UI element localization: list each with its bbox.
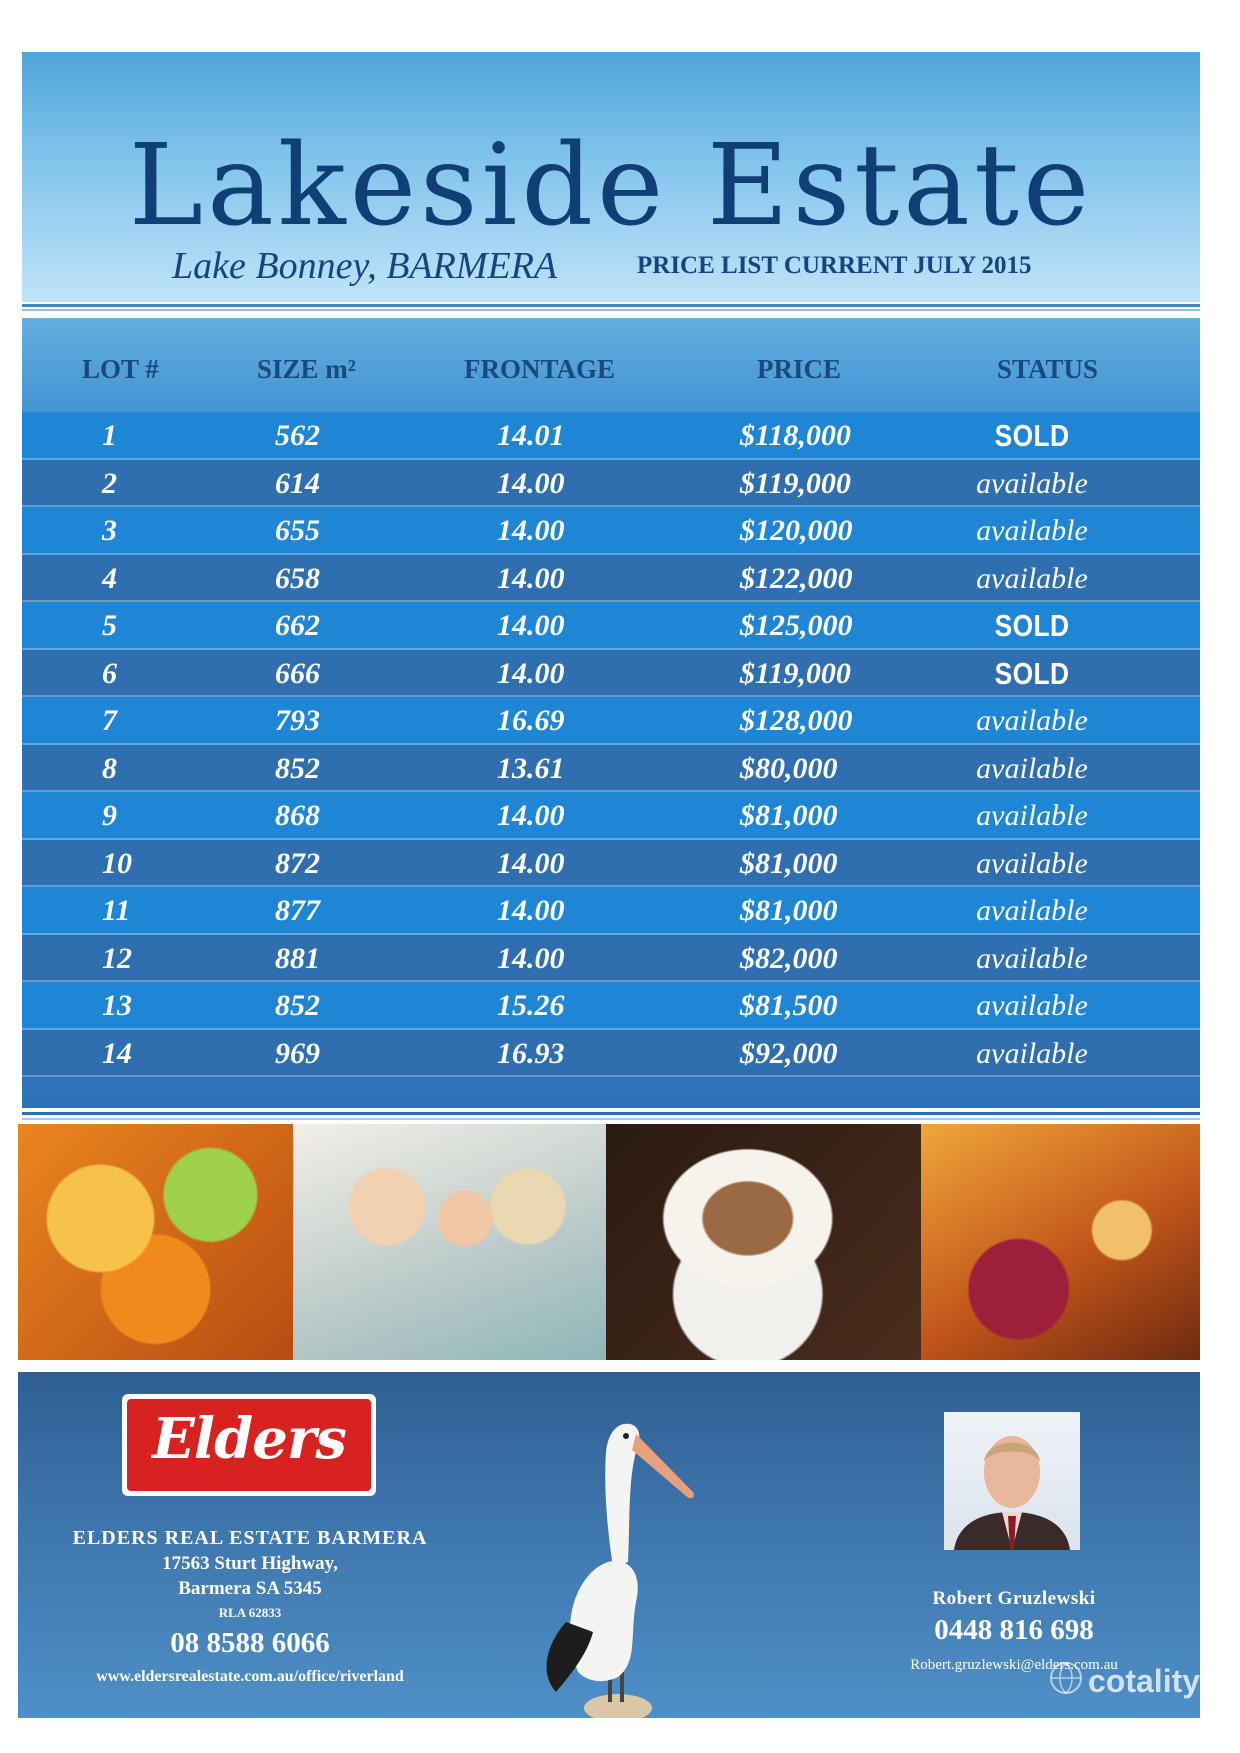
divider (22, 1118, 1200, 1120)
lot-status (942, 749, 1122, 789)
lot-frontage: 14.00 (497, 609, 565, 642)
lot-status (942, 891, 1122, 931)
lot-size: 614 (275, 466, 320, 500)
table-header (22, 354, 1200, 394)
lot-frontage: 14.01 (497, 419, 565, 452)
column-header-frontage: FRONTAGE (464, 354, 616, 384)
table-row (22, 697, 1200, 745)
divider (22, 304, 1200, 307)
table-row (22, 792, 1200, 840)
lot-frontage: 15.26 (497, 989, 565, 1022)
pelican-image (518, 1372, 718, 1718)
lot-frontage: 14.00 (497, 799, 565, 832)
price-table (22, 318, 1200, 1108)
table-row (22, 887, 1200, 935)
lot-status (942, 844, 1122, 884)
lot-number: 1 (102, 419, 117, 452)
lot-status (942, 464, 1122, 504)
lot-size: 868 (275, 799, 320, 832)
lot-size: 872 (275, 846, 320, 880)
header-banner (22, 52, 1200, 302)
lot-size: 793 (275, 704, 320, 737)
lot-number: 10 (102, 846, 132, 880)
lot-price: $80,000 (740, 751, 838, 785)
wine-and-grapes-photo (921, 1124, 1200, 1360)
estate-location: Lake Bonney, BARMERA (172, 245, 558, 287)
sold-badge: SOLD (994, 418, 1070, 453)
lot-size: 666 (275, 656, 320, 690)
estate-title: Lakeside Estate (128, 121, 1094, 251)
globe-icon (1048, 1660, 1084, 1696)
lot-number: 4 (102, 561, 117, 595)
lot-size: 881 (275, 941, 320, 975)
column-header-price: PRICE (757, 354, 842, 384)
lot-frontage: 14.00 (497, 656, 565, 690)
table-row (22, 840, 1200, 888)
available-label: available (976, 1036, 1088, 1070)
lot-status (942, 701, 1122, 741)
available-label: available (976, 941, 1088, 975)
column-header-lot: LOT # (82, 354, 159, 384)
lot-frontage: 13.61 (497, 751, 565, 785)
table-row (22, 412, 1200, 460)
lot-number: 12 (102, 941, 132, 975)
cappuccino-photo (606, 1124, 921, 1360)
lot-number: 3 (102, 514, 117, 547)
photo-strip (18, 1124, 1200, 1360)
table-row (22, 1030, 1200, 1078)
watermark: cotality (1088, 1663, 1201, 1699)
lot-number: 6 (102, 656, 117, 690)
lot-number: 5 (102, 609, 117, 642)
lot-size: 877 (275, 894, 320, 927)
table-row (22, 650, 1200, 698)
office-phone[interactable]: 08 8588 6066 (170, 1627, 330, 1659)
lot-number: 13 (102, 989, 132, 1022)
table-row (22, 935, 1200, 983)
agent-phone[interactable]: 0448 816 698 (934, 1614, 1094, 1646)
table-body (22, 412, 1200, 1077)
office-details (18, 1527, 482, 1686)
lot-status (942, 939, 1122, 979)
agent-portrait (944, 1412, 1080, 1550)
office-website-link[interactable]: www.eldersrealestate.com.au/office/riverland (96, 1668, 404, 1685)
table-row (22, 602, 1200, 650)
family-photo (293, 1124, 606, 1360)
lot-frontage: 14.00 (497, 561, 565, 595)
agent-details (878, 1588, 1150, 1674)
lot-size: 658 (275, 561, 320, 595)
available-label: available (976, 989, 1088, 1022)
logo-text: Elders (152, 1406, 346, 1472)
available-label: available (976, 704, 1088, 737)
lot-number: 8 (102, 751, 117, 785)
lot-frontage: 14.00 (497, 894, 565, 927)
lot-price: $125,000 (740, 609, 853, 642)
lot-price: $81,500 (740, 989, 838, 1022)
available-label: available (976, 846, 1088, 880)
available-label: available (976, 514, 1088, 547)
table-row (22, 982, 1200, 1030)
lot-price: $122,000 (740, 561, 853, 595)
price-list-date: PRICE LIST CURRENT JULY 2015 (637, 252, 1032, 279)
available-label: available (976, 894, 1088, 927)
lot-price: $82,000 (740, 941, 838, 975)
office-address-line2: Barmera SA 5345 (178, 1578, 322, 1599)
column-header-size: SIZE m² (257, 354, 356, 384)
available-label: available (976, 799, 1088, 832)
lot-frontage: 14.00 (497, 514, 565, 547)
table-row (22, 507, 1200, 555)
office-rla: RLA 62833 (218, 1605, 282, 1620)
lot-status (942, 416, 1122, 457)
divider (22, 1112, 1200, 1115)
available-label: available (976, 466, 1088, 500)
lot-price: $119,000 (740, 466, 851, 500)
table-row (22, 745, 1200, 793)
agency-footer (18, 1372, 1200, 1718)
lot-price: $81,000 (740, 846, 838, 880)
lot-price: $81,000 (740, 894, 838, 927)
lot-status (942, 1034, 1122, 1074)
lot-frontage: 14.00 (497, 846, 565, 880)
table-row (22, 460, 1200, 508)
lot-size: 852 (275, 989, 320, 1022)
lot-price: $120,000 (740, 514, 853, 547)
elders-logo (122, 1394, 376, 1496)
lot-frontage: 16.69 (497, 704, 565, 737)
lot-size: 852 (275, 751, 320, 785)
lot-status (942, 986, 1122, 1026)
divider (22, 309, 1200, 311)
citrus-fruit-photo (18, 1124, 293, 1360)
sold-badge: SOLD (994, 655, 1070, 691)
lot-price: $81,000 (740, 799, 838, 832)
lot-number: 9 (102, 799, 117, 832)
lot-status (942, 606, 1122, 647)
table-row (22, 555, 1200, 603)
available-label: available (976, 751, 1088, 785)
agent-email-link[interactable]: Robert.gruzlewski@elders.com.au (910, 1657, 1118, 1673)
lot-frontage: 16.93 (497, 1036, 565, 1070)
available-label: available (976, 561, 1088, 595)
lot-size: 969 (275, 1036, 320, 1070)
lot-frontage: 14.00 (497, 466, 565, 500)
column-header-status: STATUS (997, 354, 1099, 384)
lot-status (942, 511, 1122, 551)
sold-badge: SOLD (994, 608, 1070, 643)
office-name: ELDERS REAL ESTATE BARMERA (72, 1527, 428, 1549)
lot-status (942, 559, 1122, 599)
lot-frontage: 14.00 (497, 941, 565, 975)
lot-price: $128,000 (740, 704, 853, 737)
lot-number: 11 (102, 894, 131, 927)
lot-price: $118,000 (740, 419, 851, 452)
lot-price: $119,000 (740, 656, 851, 690)
lot-size: 662 (275, 609, 320, 642)
lot-status (942, 796, 1122, 836)
agent-name: Robert Gruzlewski (932, 1588, 1096, 1609)
lot-size: 562 (275, 419, 320, 452)
lot-status (942, 654, 1122, 695)
lot-number: 2 (102, 466, 117, 500)
lot-price: $92,000 (740, 1036, 838, 1070)
lot-number: 7 (102, 704, 117, 737)
office-address-line1: 17563 Sturt Highway, (162, 1553, 338, 1574)
lot-number: 14 (102, 1036, 132, 1070)
lot-size: 655 (275, 514, 320, 547)
